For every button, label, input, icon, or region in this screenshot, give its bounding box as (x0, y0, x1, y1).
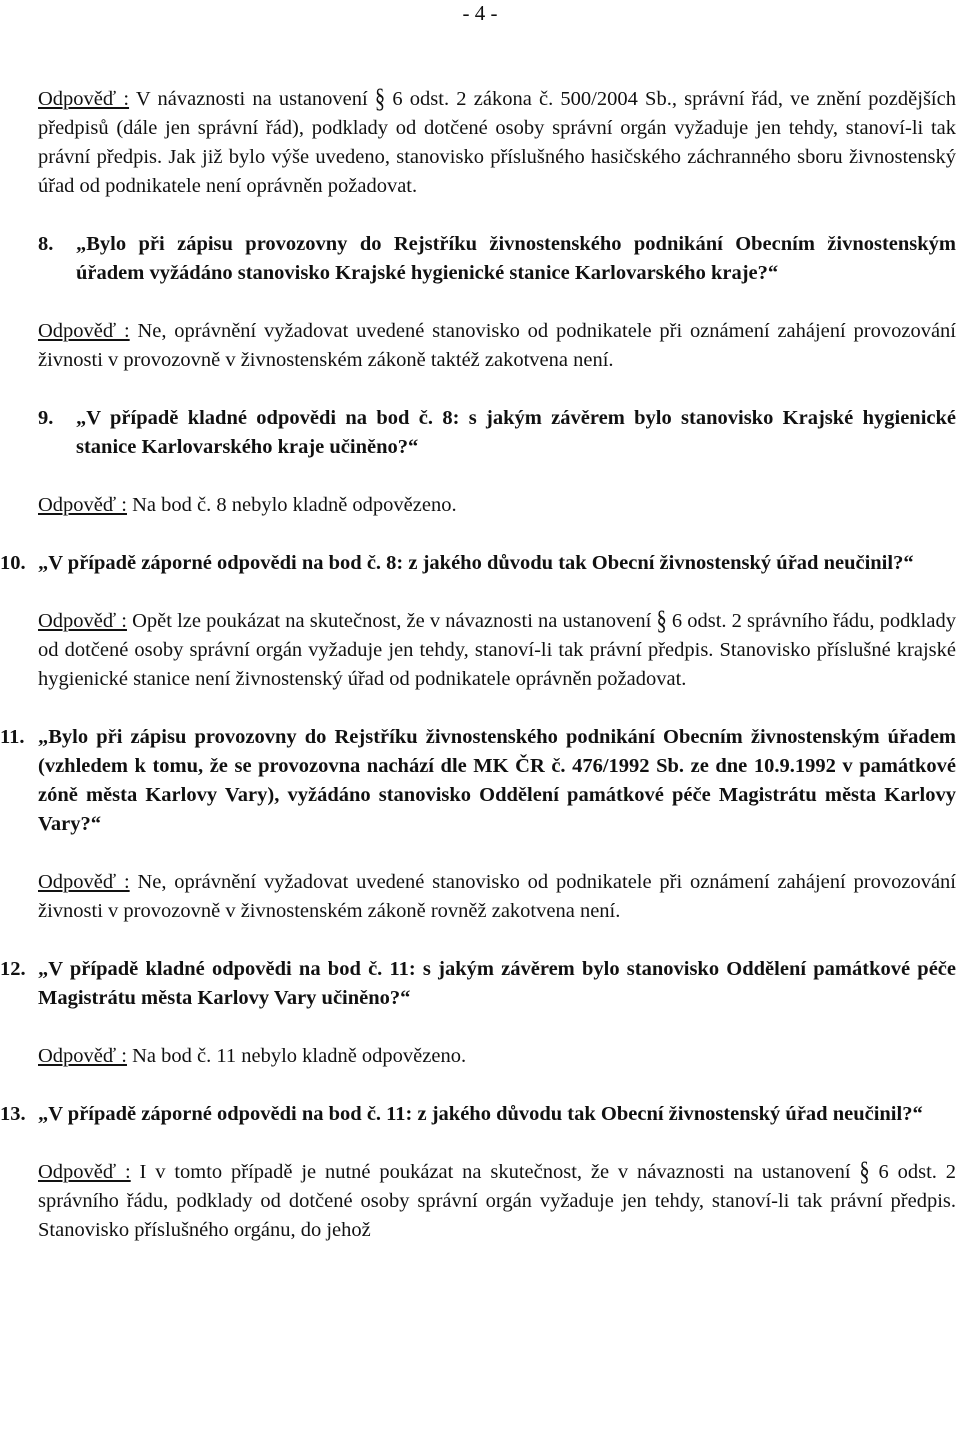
answer-block (38, 607, 956, 694)
question-block: 10. „V případě záporné odpovědi na bod č. 8: z jakého důvodu tak Obecní živnostenský úřad neučinil?“ (38, 549, 956, 578)
answer-label: Odpověď : (38, 320, 130, 342)
answer-label: Odpověď : (38, 1045, 127, 1067)
answer-label: Odpověď : (38, 1161, 131, 1183)
question-text: „Bylo při zápisu provozovny do Rejstříku živnostenského podnikání Obecním živnostenským úřadem vyžádáno stanovisko Krajské hygienické stanice Karlovarského kraje?“ (76, 233, 956, 284)
answer-text: I v tomto případě je nutné poukázat na skutečnost, že v návaznosti na ustanovení (130, 1161, 860, 1183)
answer-label: Odpověď : (38, 610, 127, 632)
answer-label: Odpověď : (38, 494, 127, 516)
question-text: „V případě záporné odpovědi na bod č. 11: z jakého důvodu tak Obecní živnostenský úřad neučinil?“ (38, 1103, 923, 1125)
question-text: „V případě záporné odpovědi na bod č. 8: z jakého důvodu tak Obecní živnostenský úřad neučinil?“ (38, 552, 914, 574)
document-body (0, 83, 956, 1245)
section-symbol: § (374, 83, 386, 114)
answer-block (38, 491, 956, 520)
answer-text: Ne, oprávnění vyžadovat uvedené stanovisko od podnikatele při oznámení zahájení provozování živnosti v provozovně v živnostenském zákoně taktéž zakotvena není. (38, 320, 956, 371)
question-text: „Bylo při zápisu provozovny do Rejstříku živnostenského podnikání Obecním živnostenským úřadem (vzhledem k tomu, že se provozovna nachází dle MK ČR č. 476/1992 Sb. ze dne 10.9.1992 v památkové zóně města Karlovy Vary), vyžádáno stanovisko Oddělení památkové péče Magistrátu města Karlovy Vary?“ (38, 726, 956, 835)
answer-text: Ne, oprávnění vyžadovat uvedené stanovisko od podnikatele při oznámení zahájení provozování živnosti v provozovně v živnostenském zákoně rovněž zakotvena není. (38, 871, 956, 922)
answer-block (38, 85, 956, 201)
question-block: 13. „V případě záporné odpovědi na bod č. 11: z jakého důvodu tak Obecní živnostenský úřad neučinil?“ (38, 1100, 956, 1129)
answer-text-continued: 6 odst. 2 správního řádu, podklady od dotčené osoby správní orgán vyžaduje jen tehdy, stanoví-li tak právní předpis. Stanovisko příslušného orgánu, do jehož (38, 1161, 956, 1241)
question-text: „V případě kladné odpovědi na bod č. 8: s jakým závěrem bylo stanovisko Krajské hygienické stanice Karlovarského kraje učiněno?“ (76, 407, 956, 458)
question-text: „V případě kladné odpovědi na bod č. 11: s jakým závěrem bylo stanovisko Oddělení památkové péče Magistrátu města Karlovy Vary učiněno?“ (38, 958, 956, 1009)
question-block: 11. „Bylo při zápisu provozovny do Rejstříku živnostenského podnikání Obecním živnostenským úřadem (vzhledem k tomu, že se provozovna nachází dle MK ČR č. 476/1992 Sb. ze dne 10.9.1992 v památkové zóně města Karlovy Vary), vyžádáno stanovisko Oddělení památkové péče Magistrátu města Karlovy Vary?“ (38, 723, 956, 839)
answer-block (38, 1042, 956, 1071)
answer-label: Odpověď : (38, 871, 130, 893)
answer-text: Na bod č. 8 nebylo kladně odpovězeno. (126, 494, 457, 516)
answer-text: V návaznosti na ustanovení (129, 88, 375, 110)
section-symbol: § (656, 605, 667, 636)
answer-block (38, 868, 956, 926)
answer-label: Odpověď : (38, 88, 130, 110)
answer-block (38, 1158, 956, 1245)
question-block: 9. „V případě kladné odpovědi na bod č. 8: s jakým závěrem bylo stanovisko Krajské hygienické stanice Karlovarského kraje učiněno?“ (38, 404, 956, 462)
answer-text: Na bod č. 11 nebylo kladně odpovězeno. (126, 1045, 467, 1067)
page-number: - 4 - (462, 1, 498, 25)
answer-text: Opět lze poukázat na skutečnost, že v návaznosti na ustanovení (126, 610, 657, 632)
answer-block (38, 317, 956, 375)
question-block: 12. „V případě kladné odpovědi na bod č. 11: s jakým závěrem bylo stanovisko Oddělení památkové péče Magistrátu města Karlovy Vary učiněno?“ (38, 955, 956, 1013)
answer-text-continued: 6 odst. 2 zákona č. 500/2004 Sb., správní řád, ve znění pozdějších předpisů (dále jen správní řád), podklady od dotčené osoby správní orgán vyžaduje jen tehdy, stanoví-li tak právní předpis. Jak již bylo výše uvedeno, stanovisko příslušného hasičského záchranného sboru živnostenský úřad od podnikatele není oprávněn požadovat. (38, 88, 956, 197)
answer-text-continued: 6 odst. 2 správního řádu, podklady od dotčené osoby správní orgán vyžaduje jen tehdy, stanoví-li tak právní předpis. Stanovisko příslušné krajské hygienické stanice není živnostenský úřad od podnikatele oprávněn požadovat. (38, 610, 956, 690)
section-symbol: § (859, 1156, 870, 1187)
question-block: 8. „Bylo při zápisu provozovny do Rejstříku živnostenského podnikání Obecním živnostenským úřadem vyžádáno stanovisko Krajské hygienické stanice Karlovarského kraje?“ (38, 230, 956, 288)
